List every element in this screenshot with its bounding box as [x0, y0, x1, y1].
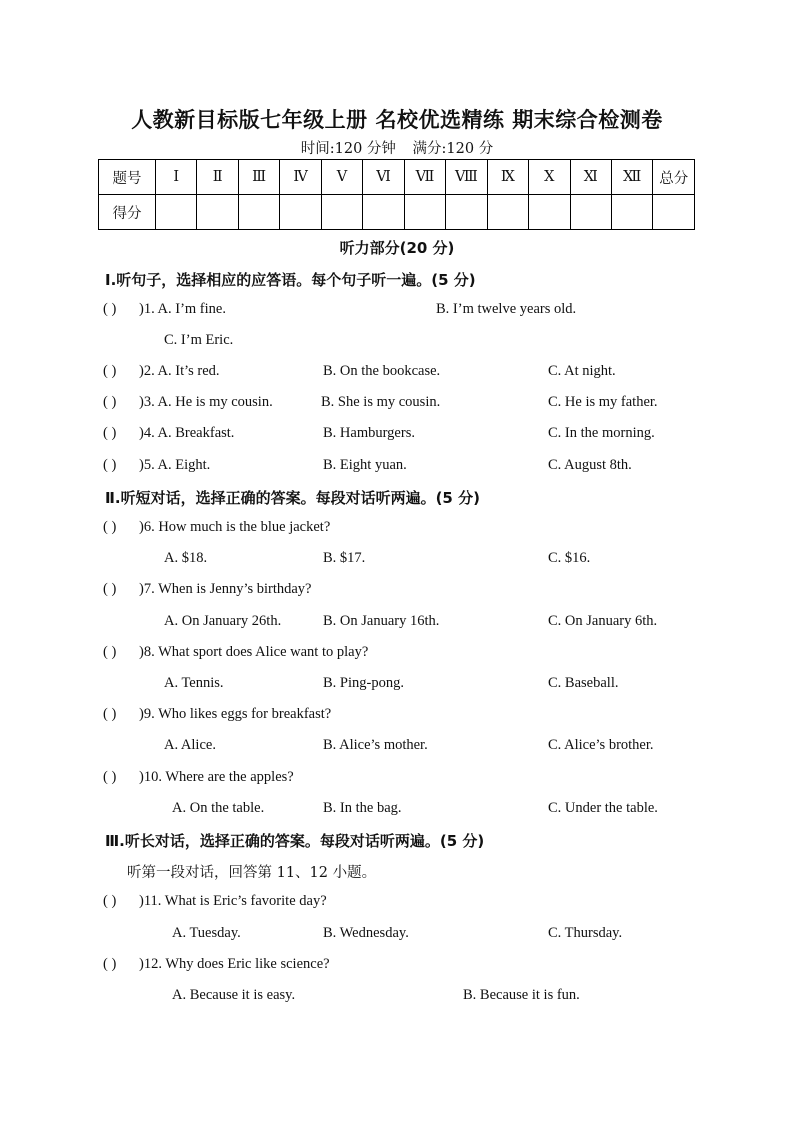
answer-blank[interactable]: ( ) [103, 394, 117, 410]
q9-option-b: B. Alice’s mother. [323, 737, 428, 753]
score-table-header-row [99, 160, 695, 195]
q10-option-a: A. On the table. [172, 800, 265, 816]
q7-stem: )7. When is Jenny’s birthday? [139, 581, 312, 597]
score-input-cell[interactable] [653, 195, 695, 230]
answer-blank[interactable]: ( ) [103, 769, 117, 785]
score-cell: Ⅹ [529, 160, 570, 195]
q5-stem: )5. A. Eight. [139, 457, 211, 473]
q11-stem: )11. What is Eric’s favorite day? [139, 893, 327, 909]
q9-stem: )9. Who likes eggs for breakfast? [139, 706, 332, 722]
answer-blank[interactable]: ( ) [103, 644, 117, 660]
score-input-cell[interactable] [156, 195, 197, 230]
q1-option-c: C. I’m Eric. [164, 332, 234, 348]
listening-part-header: 听力部分(20 分) [339, 239, 455, 257]
answer-blank[interactable]: ( ) [103, 706, 117, 722]
score-cell: Ⅴ [321, 160, 362, 195]
score-input-cell[interactable] [321, 195, 362, 230]
question-10-options [0, 800, 794, 822]
q11-option-a: A. Tuesday. [172, 925, 241, 941]
section-2-heading: Ⅱ.听短对话，选择正确的答案。每段对话听两遍。(5 分) [105, 489, 480, 507]
q9-option-a: A. Alice. [164, 737, 216, 753]
q4-option-c: C. In the morning. [548, 425, 655, 441]
q12-stem: )12. Why does Eric like science? [139, 956, 330, 972]
question-7 [0, 581, 794, 603]
q2-option-b: B. On the bookcase. [323, 363, 441, 379]
question-8 [0, 644, 794, 666]
q3-option-c: C. He is my father. [548, 394, 658, 410]
q2-stem: )2. A. It’s red. [139, 363, 220, 379]
answer-blank[interactable]: ( ) [103, 581, 117, 597]
score-cell: Ⅱ [197, 160, 238, 195]
score-input-cell[interactable] [529, 195, 570, 230]
question-12 [0, 956, 794, 978]
score-input-cell[interactable] [280, 195, 321, 230]
answer-blank[interactable]: ( ) [103, 956, 117, 972]
score-cell: Ⅸ [487, 160, 528, 195]
q4-option-b: B. Hamburgers. [323, 425, 415, 441]
question-3 [0, 394, 794, 416]
question-8-options [0, 675, 794, 697]
q8-stem: )8. What sport does Alice want to play? [139, 644, 369, 660]
q6-option-c: C. $16. [548, 550, 591, 566]
q8-option-a: A. Tennis. [164, 675, 224, 691]
dialog-instruction: 听第一段对话，回答第 11、12 小题。 [127, 865, 377, 881]
score-input-cell[interactable] [446, 195, 487, 230]
question-6 [0, 519, 794, 541]
q6-option-a: A. $18. [164, 550, 208, 566]
answer-blank[interactable]: ( ) [103, 519, 117, 535]
question-1 [0, 301, 794, 323]
exam-info [0, 137, 794, 158]
question-5 [0, 457, 794, 479]
q10-option-c: C. Under the table. [548, 800, 658, 816]
q5-option-b: B. Eight yuan. [323, 457, 407, 473]
question-7-options [0, 613, 794, 635]
question-6-options [0, 550, 794, 572]
question-11-options [0, 925, 794, 947]
q12-option-a: A. Because it is easy. [172, 987, 296, 1003]
page-title: 人教新目标版七年级上册 名校优选精练 期末综合检测卷 [131, 108, 663, 132]
q1-option-b: B. I’m twelve years old. [436, 301, 577, 317]
score-input-cell[interactable] [197, 195, 238, 230]
q7-option-c: C. On January 6th. [548, 613, 658, 629]
question-12-options [0, 987, 794, 1009]
answer-blank[interactable]: ( ) [103, 425, 117, 441]
question-9-options [0, 737, 794, 759]
score-table-score-row [99, 195, 695, 230]
q7-option-a: A. On January 26th. [164, 613, 282, 629]
q8-option-c: C. Baseball. [548, 675, 619, 691]
question-1-cont [0, 332, 794, 354]
score-cell: Ⅺ [570, 160, 611, 195]
q10-stem: )10. Where are the apples? [139, 769, 294, 785]
score-cell: Ⅵ [363, 160, 404, 195]
q8-option-b: B. Ping-pong. [323, 675, 404, 691]
score-cell: 题号 [99, 160, 156, 195]
score-cell: Ⅷ [446, 160, 487, 195]
q4-stem: )4. A. Breakfast. [139, 425, 235, 441]
q2-option-c: C. At night. [548, 363, 616, 379]
score-input-cell[interactable] [487, 195, 528, 230]
score-cell: Ⅰ [156, 160, 197, 195]
score-cell: Ⅲ [238, 160, 279, 195]
question-11 [0, 893, 794, 915]
q7-option-b: B. On January 16th. [323, 613, 440, 629]
q3-option-b: B. She is my cousin. [321, 394, 441, 410]
section-1-heading: Ⅰ.听句子，选择相应的应答语。每个句子听一遍。(5 分) [105, 271, 476, 289]
q5-option-c: C. August 8th. [548, 457, 632, 473]
question-2 [0, 363, 794, 385]
section-3-heading: Ⅲ.听长对话，选择正确的答案。每段对话听两遍。(5 分) [105, 832, 485, 850]
score-input-cell[interactable] [363, 195, 404, 230]
score-input-cell[interactable] [611, 195, 652, 230]
q10-option-b: B. In the bag. [323, 800, 402, 816]
q11-option-c: C. Thursday. [548, 925, 623, 941]
q3-stem: )3. A. He is my cousin. [139, 394, 273, 410]
question-4 [0, 425, 794, 447]
answer-blank[interactable]: ( ) [103, 457, 117, 473]
q9-option-c: C. Alice’s brother. [548, 737, 654, 753]
q11-option-b: B. Wednesday. [323, 925, 409, 941]
score-cell: 总分 [653, 160, 695, 195]
time-limit: 时间:120 分钟 [300, 141, 396, 157]
score-input-cell[interactable] [570, 195, 611, 230]
answer-blank[interactable]: ( ) [103, 893, 117, 909]
score-cell: Ⅶ [404, 160, 445, 195]
score-table [98, 159, 695, 230]
question-9 [0, 706, 794, 728]
score-input-cell[interactable] [404, 195, 445, 230]
q6-stem: )6. How much is the blue jacket? [139, 519, 331, 535]
q1-stem: )1. A. I’m fine. [139, 301, 226, 317]
answer-blank[interactable]: ( ) [103, 363, 117, 379]
score-row-label: 得分 [99, 195, 156, 230]
score-input-cell[interactable] [238, 195, 279, 230]
score-cell: Ⅳ [280, 160, 321, 195]
score-cell: Ⅻ [611, 160, 652, 195]
answer-blank[interactable]: ( ) [103, 301, 117, 317]
q6-option-b: B. $17. [323, 550, 366, 566]
question-10 [0, 769, 794, 791]
q12-option-b: B. Because it is fun. [463, 987, 580, 1003]
full-score: 满分:120 分 [412, 141, 494, 157]
